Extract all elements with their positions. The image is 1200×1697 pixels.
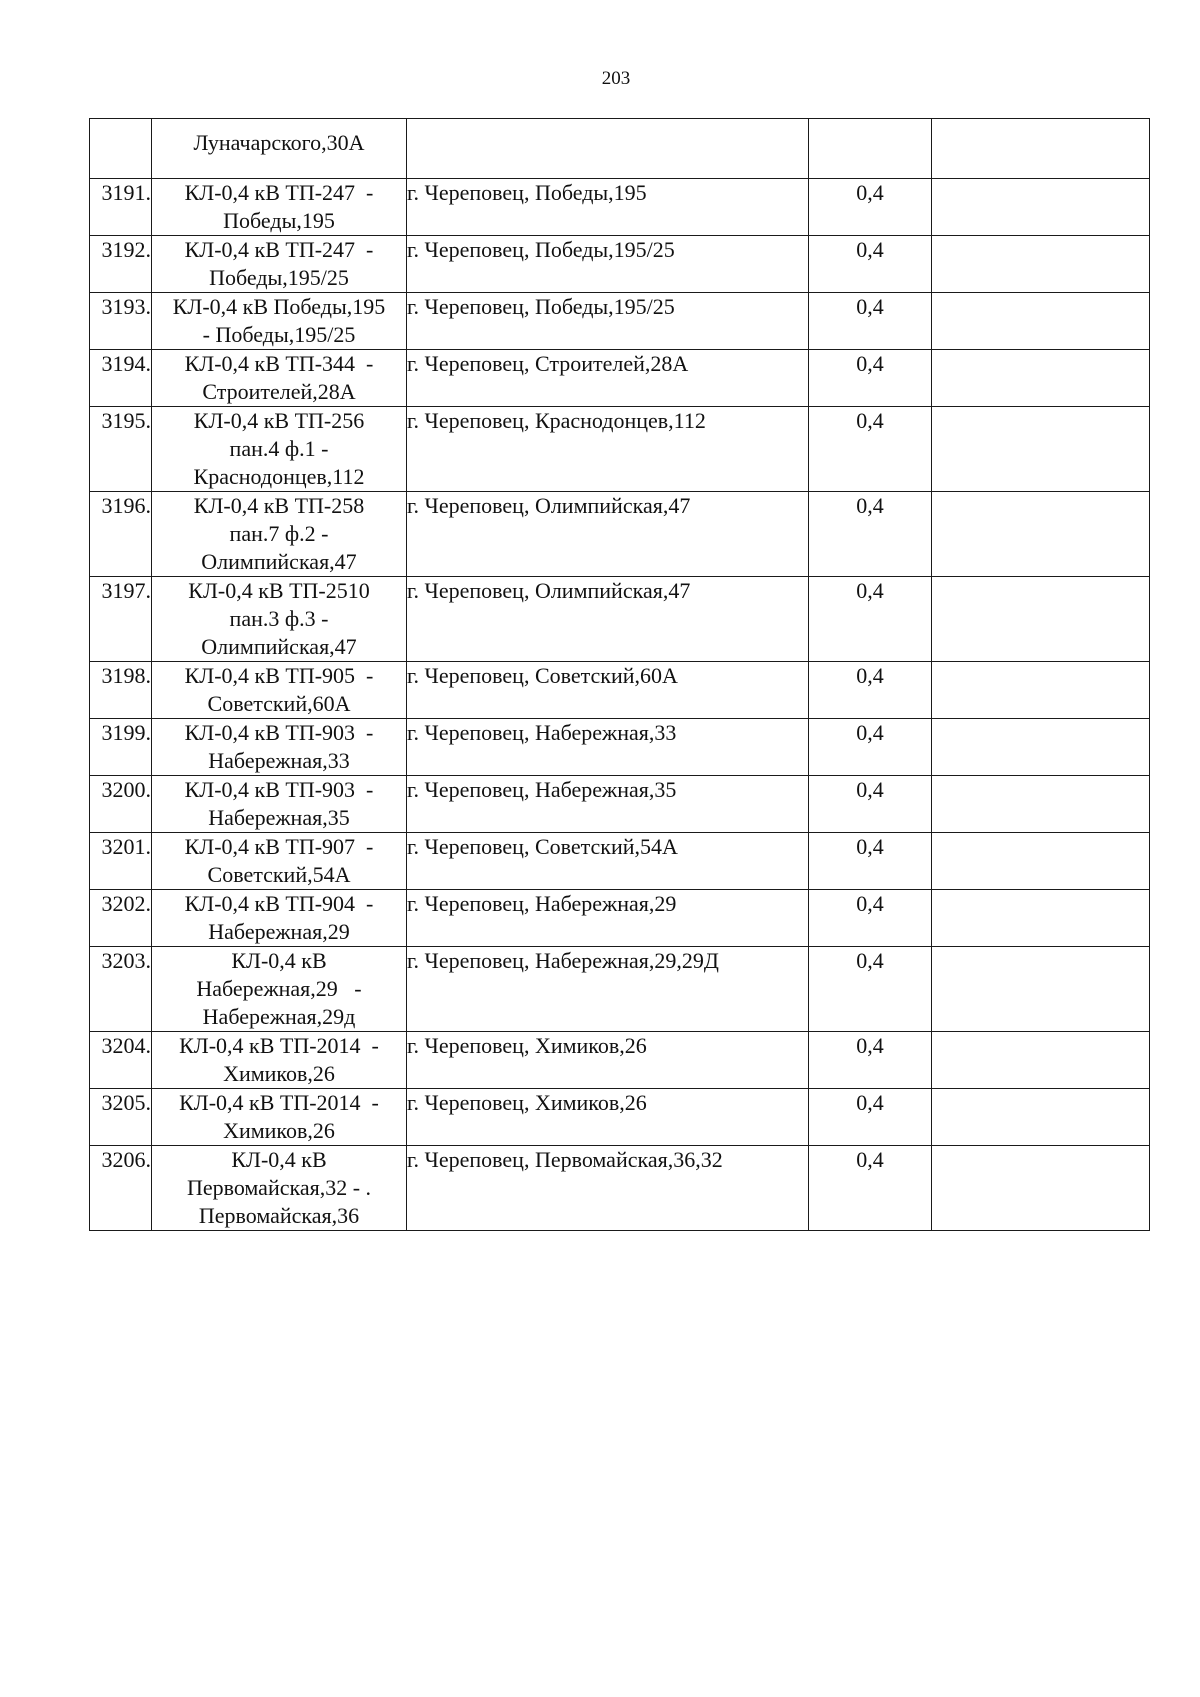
line-name-text: КЛ-0,4 кВ <box>231 948 327 973</box>
address-cell: г. Череповец, Советский,54А <box>407 833 809 890</box>
address-cell: г. Череповец, Советский,60А <box>407 662 809 719</box>
voltage-cell: 0,4 <box>809 350 932 407</box>
line-name-text: пан.7 ф.2 - <box>229 521 329 546</box>
address-cell: г. Череповец, Набережная,29 <box>407 890 809 947</box>
table-row <box>90 1032 1150 1089</box>
address-cell: г. Череповец, Строителей,28А <box>407 350 809 407</box>
row-number-cell: 3194. <box>90 350 152 407</box>
table-row <box>90 1089 1150 1146</box>
line-name-text: Луначарского,30А <box>193 130 365 155</box>
table-row <box>90 350 1150 407</box>
line-name-cell <box>152 890 407 947</box>
extra-cell <box>932 293 1150 350</box>
extra-cell <box>932 776 1150 833</box>
line-name-text: КЛ-0,4 кВ ТП-344 - <box>184 351 374 376</box>
row-number-cell: 3197. <box>90 577 152 662</box>
table-row <box>90 492 1150 577</box>
table-row <box>90 236 1150 293</box>
address-cell: г. Череповец, Победы,195 <box>407 179 809 236</box>
extra-cell <box>932 833 1150 890</box>
line-name-cell <box>152 236 407 293</box>
line-name-cell <box>152 662 407 719</box>
extra-cell <box>932 577 1150 662</box>
line-name-cell <box>152 119 407 179</box>
line-name-text: - Победы,195/25 <box>202 322 356 347</box>
line-name-text: КЛ-0,4 кВ ТП-903 - <box>184 720 374 745</box>
line-name-text: Первомайская,32 - . <box>186 1175 372 1200</box>
table-row <box>90 293 1150 350</box>
line-name-text: КЛ-0,4 кВ ТП-2014 - <box>179 1033 379 1058</box>
address-cell <box>407 119 809 179</box>
address-cell: г. Череповец, Победы,195/25 <box>407 236 809 293</box>
line-name-text: пан.4 ф.1 - <box>229 436 329 461</box>
table-row <box>90 719 1150 776</box>
table-row <box>90 890 1150 947</box>
voltage-cell: 0,4 <box>809 1089 932 1146</box>
voltage-cell: 0,4 <box>809 890 932 947</box>
line-name-text: КЛ-0,4 кВ ТП-2510 <box>188 578 370 603</box>
line-name-text: Олимпийская,47 <box>201 634 357 659</box>
row-number-cell: 3199. <box>90 719 152 776</box>
voltage-cell: 0,4 <box>809 776 932 833</box>
row-number-cell: 3191. <box>90 179 152 236</box>
row-number-cell: 3206. <box>90 1146 152 1231</box>
address-cell: г. Череповец, Химиков,26 <box>407 1089 809 1146</box>
extra-cell <box>932 1146 1150 1231</box>
line-name-text: КЛ-0,4 кВ ТП-903 - <box>184 777 374 802</box>
address-cell: г. Череповец, Первомайская,36,32 <box>407 1146 809 1231</box>
row-number-cell: 3195. <box>90 407 152 492</box>
line-name-text: Советский,60А <box>207 691 351 716</box>
page-number: 203 <box>601 68 631 89</box>
voltage-cell: 0,4 <box>809 407 932 492</box>
line-name-text: Краснодонцев,112 <box>193 464 365 489</box>
line-name-text: КЛ-0,4 кВ ТП-2014 - <box>179 1090 379 1115</box>
line-name-text: КЛ-0,4 кВ <box>231 1147 327 1172</box>
row-number-cell: 3193. <box>90 293 152 350</box>
line-name-text: пан.3 ф.3 - <box>229 606 329 631</box>
line-name-text: Набережная,33 <box>208 748 350 773</box>
line-name-text: Победы,195/25 <box>209 265 349 290</box>
line-name-cell <box>152 492 407 577</box>
voltage-cell: 0,4 <box>809 833 932 890</box>
line-name-text: Набережная,29 <box>208 919 350 944</box>
line-name-text: Набережная,35 <box>208 805 350 830</box>
line-name-cell <box>152 407 407 492</box>
voltage-cell: 0,4 <box>809 719 932 776</box>
row-number-cell: 3192. <box>90 236 152 293</box>
line-name-text: КЛ-0,4 кВ ТП-258 <box>193 493 365 518</box>
line-name-cell <box>152 947 407 1032</box>
table-row <box>90 1146 1150 1231</box>
line-name-text: КЛ-0,4 кВ ТП-905 - <box>184 663 374 688</box>
line-name-text: КЛ-0,4 кВ ТП-904 - <box>184 891 374 916</box>
line-name-cell <box>152 1089 407 1146</box>
address-cell: г. Череповец, Набережная,33 <box>407 719 809 776</box>
line-name-cell <box>152 577 407 662</box>
row-number-cell: 3203. <box>90 947 152 1032</box>
table-body <box>90 119 1150 1231</box>
line-name-text: Набережная,29 - <box>196 976 362 1001</box>
table-row <box>90 407 1150 492</box>
extra-cell <box>932 236 1150 293</box>
line-name-text: Советский,54А <box>207 862 351 887</box>
row-number-cell: 3204. <box>90 1032 152 1089</box>
line-name-cell <box>152 293 407 350</box>
voltage-cell <box>809 119 932 179</box>
voltage-cell: 0,4 <box>809 293 932 350</box>
row-number-cell: 3202. <box>90 890 152 947</box>
row-number-cell: 3200. <box>90 776 152 833</box>
extra-cell <box>932 947 1150 1032</box>
address-cell: г. Череповец, Химиков,26 <box>407 1032 809 1089</box>
line-name-text: КЛ-0,4 кВ Победы,195 <box>172 294 386 319</box>
voltage-cell: 0,4 <box>809 179 932 236</box>
voltage-cell: 0,4 <box>809 947 932 1032</box>
line-name-text: Первомайская,36 <box>198 1203 360 1228</box>
line-name-cell <box>152 833 407 890</box>
line-name-cell <box>152 1032 407 1089</box>
line-name-text: Олимпийская,47 <box>201 549 357 574</box>
table-row-continuation <box>90 119 1150 179</box>
line-name-text: КЛ-0,4 кВ ТП-256 <box>193 408 365 433</box>
extra-cell <box>932 1032 1150 1089</box>
voltage-cell: 0,4 <box>809 662 932 719</box>
line-name-cell <box>152 719 407 776</box>
table-row <box>90 776 1150 833</box>
line-name-cell <box>152 350 407 407</box>
table-row <box>90 577 1150 662</box>
line-name-text: Строителей,28А <box>202 379 356 404</box>
extra-cell <box>932 350 1150 407</box>
cable-lines-table <box>89 118 1150 1231</box>
voltage-cell: 0,4 <box>809 236 932 293</box>
address-cell: г. Череповец, Олимпийская,47 <box>407 577 809 662</box>
extra-cell <box>932 179 1150 236</box>
extra-cell <box>932 119 1150 179</box>
row-number-cell: 3196. <box>90 492 152 577</box>
voltage-cell: 0,4 <box>809 1146 932 1231</box>
line-name-cell <box>152 179 407 236</box>
extra-cell <box>932 492 1150 577</box>
row-number-cell <box>90 119 152 179</box>
line-name-text: КЛ-0,4 кВ ТП-247 - <box>184 180 374 205</box>
line-name-text: Химиков,26 <box>223 1061 335 1086</box>
voltage-cell: 0,4 <box>809 492 932 577</box>
extra-cell <box>932 662 1150 719</box>
table-row <box>90 179 1150 236</box>
address-cell: г. Череповец, Олимпийская,47 <box>407 492 809 577</box>
table-row <box>90 662 1150 719</box>
extra-cell <box>932 719 1150 776</box>
voltage-cell: 0,4 <box>809 1032 932 1089</box>
line-name-text: Победы,195 <box>223 208 335 233</box>
table-row <box>90 947 1150 1032</box>
address-cell: г. Череповец, Краснодонцев,112 <box>407 407 809 492</box>
line-name-text: КЛ-0,4 кВ ТП-247 - <box>184 237 374 262</box>
voltage-cell: 0,4 <box>809 577 932 662</box>
table-row <box>90 833 1150 890</box>
address-cell: г. Череповец, Набережная,35 <box>407 776 809 833</box>
extra-cell <box>932 407 1150 492</box>
line-name-cell <box>152 776 407 833</box>
row-number-cell: 3201. <box>90 833 152 890</box>
extra-cell <box>932 1089 1150 1146</box>
address-cell: г. Череповец, Победы,195/25 <box>407 293 809 350</box>
line-name-cell <box>152 1146 407 1231</box>
address-cell: г. Череповец, Набережная,29,29Д <box>407 947 809 1032</box>
line-name-text: КЛ-0,4 кВ ТП-907 - <box>184 834 374 859</box>
extra-cell <box>932 890 1150 947</box>
row-number-cell: 3205. <box>90 1089 152 1146</box>
row-number-cell: 3198. <box>90 662 152 719</box>
line-name-text: Набережная,29д <box>202 1004 356 1029</box>
line-name-text: Химиков,26 <box>223 1118 335 1143</box>
